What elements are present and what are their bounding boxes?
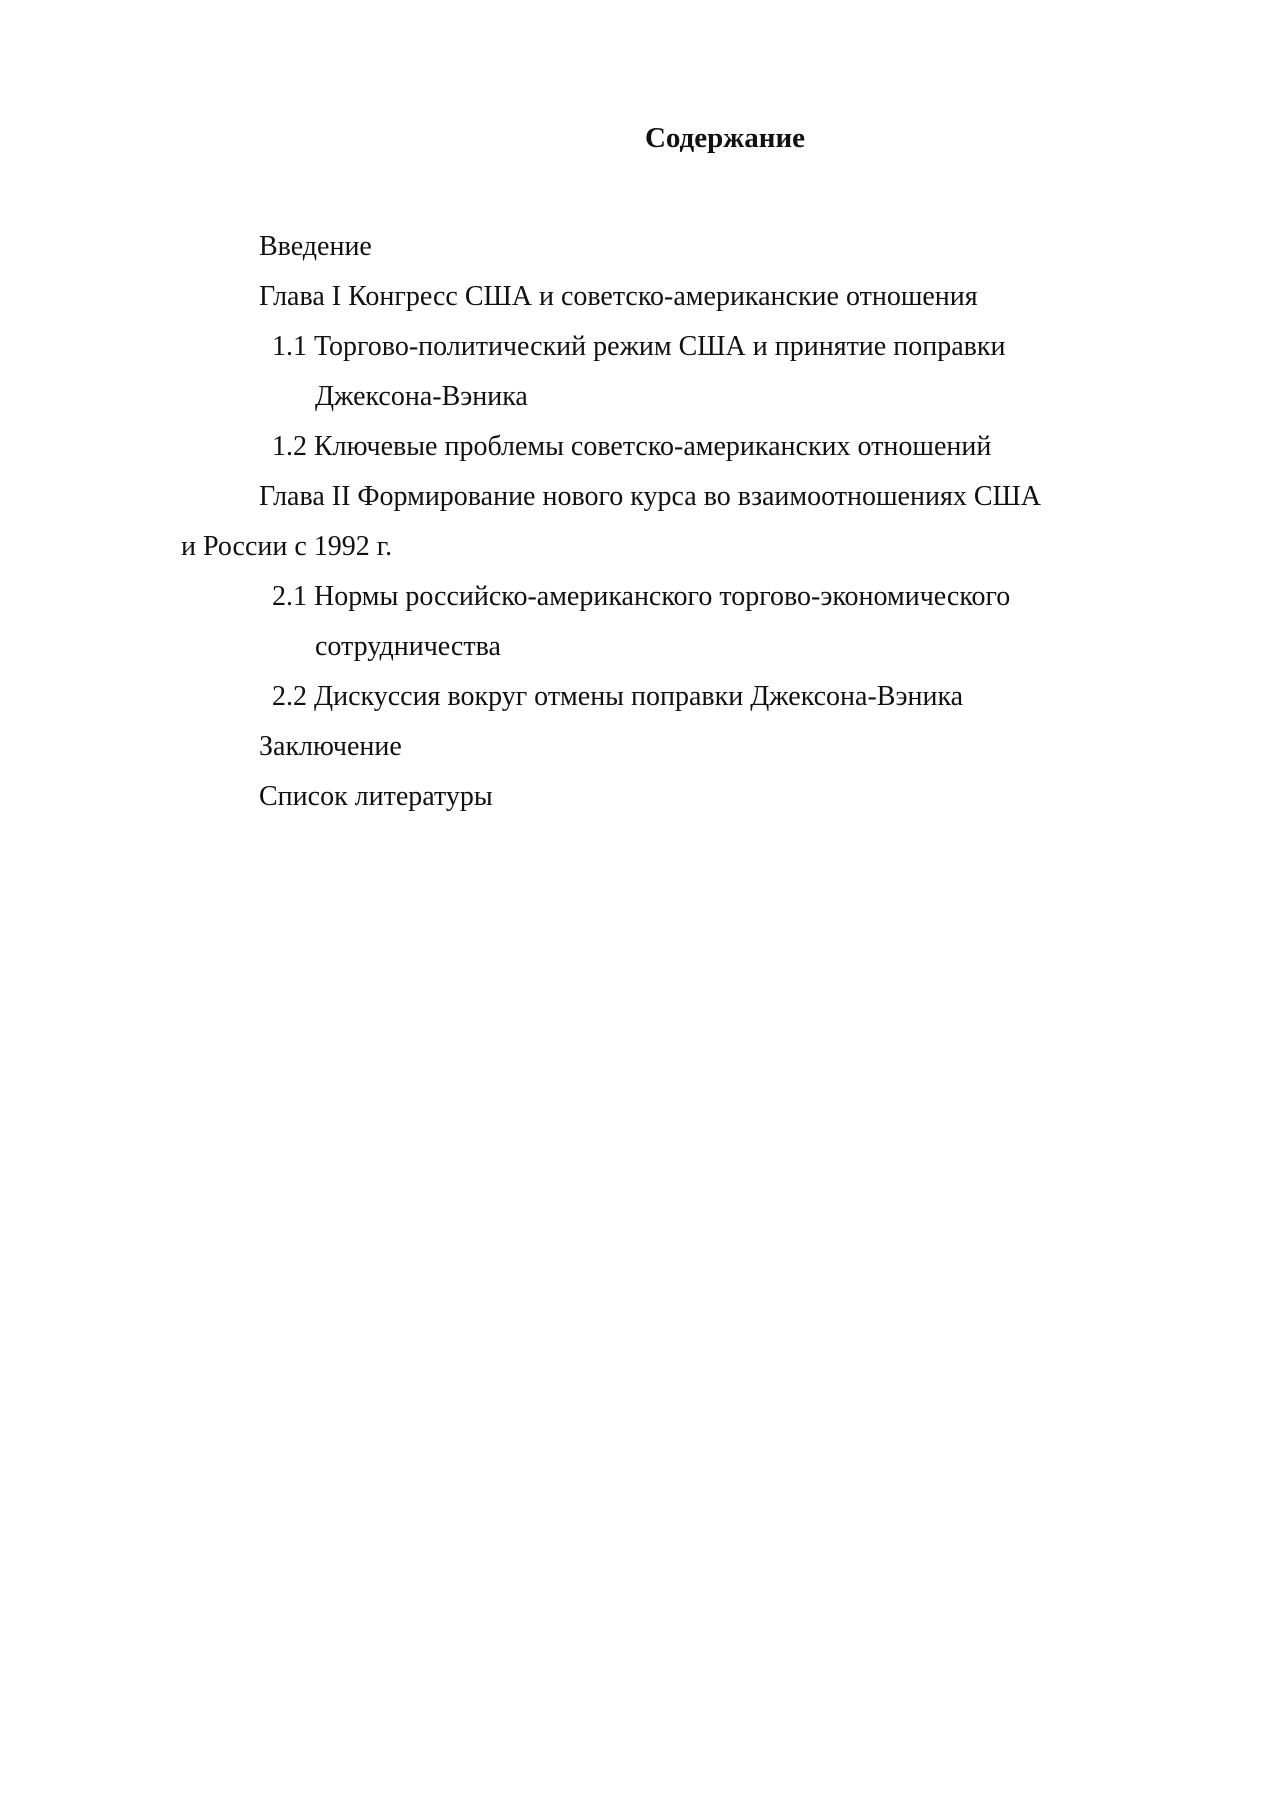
page-title: Содержание (644, 122, 806, 154)
toc-item-chapter-1[interactable]: Глава I Конгресс США и советско-американские отношения (259, 281, 978, 312)
toc-item-conclusion[interactable]: Заключение (259, 731, 402, 762)
toc-item-line: Глава II Формирование нового курса во взаимоотношениях США (259, 481, 1041, 512)
toc-item-introduction[interactable]: Введение (259, 231, 372, 262)
toc-item-section-2-1[interactable] (181, 572, 1101, 672)
toc-item-line-continued: Джексона-Вэника (315, 381, 528, 412)
toc-item-line-continued: и России с 1992 г. (181, 531, 393, 562)
toc-item-line: 1.1 Торгово-политический режим США и принятие поправки (272, 331, 1006, 362)
toc-item-section-1-1[interactable] (181, 322, 1101, 422)
toc-item-line: 2.1 Нормы российско-американского торгово-экономического (272, 581, 1011, 612)
toc-item-section-2-2[interactable]: 2.2 Дискуссия вокруг отмены поправки Джексона-Вэника (272, 681, 964, 712)
toc-item-line-continued: сотрудничества (315, 631, 501, 662)
toc-item-references[interactable]: Список литературы (259, 781, 493, 812)
toc-item-section-1-2[interactable]: 1.2 Ключевые проблемы советско-американских отношений (272, 431, 992, 462)
toc-item-chapter-2[interactable] (181, 472, 1101, 572)
table-of-contents (181, 222, 1101, 822)
